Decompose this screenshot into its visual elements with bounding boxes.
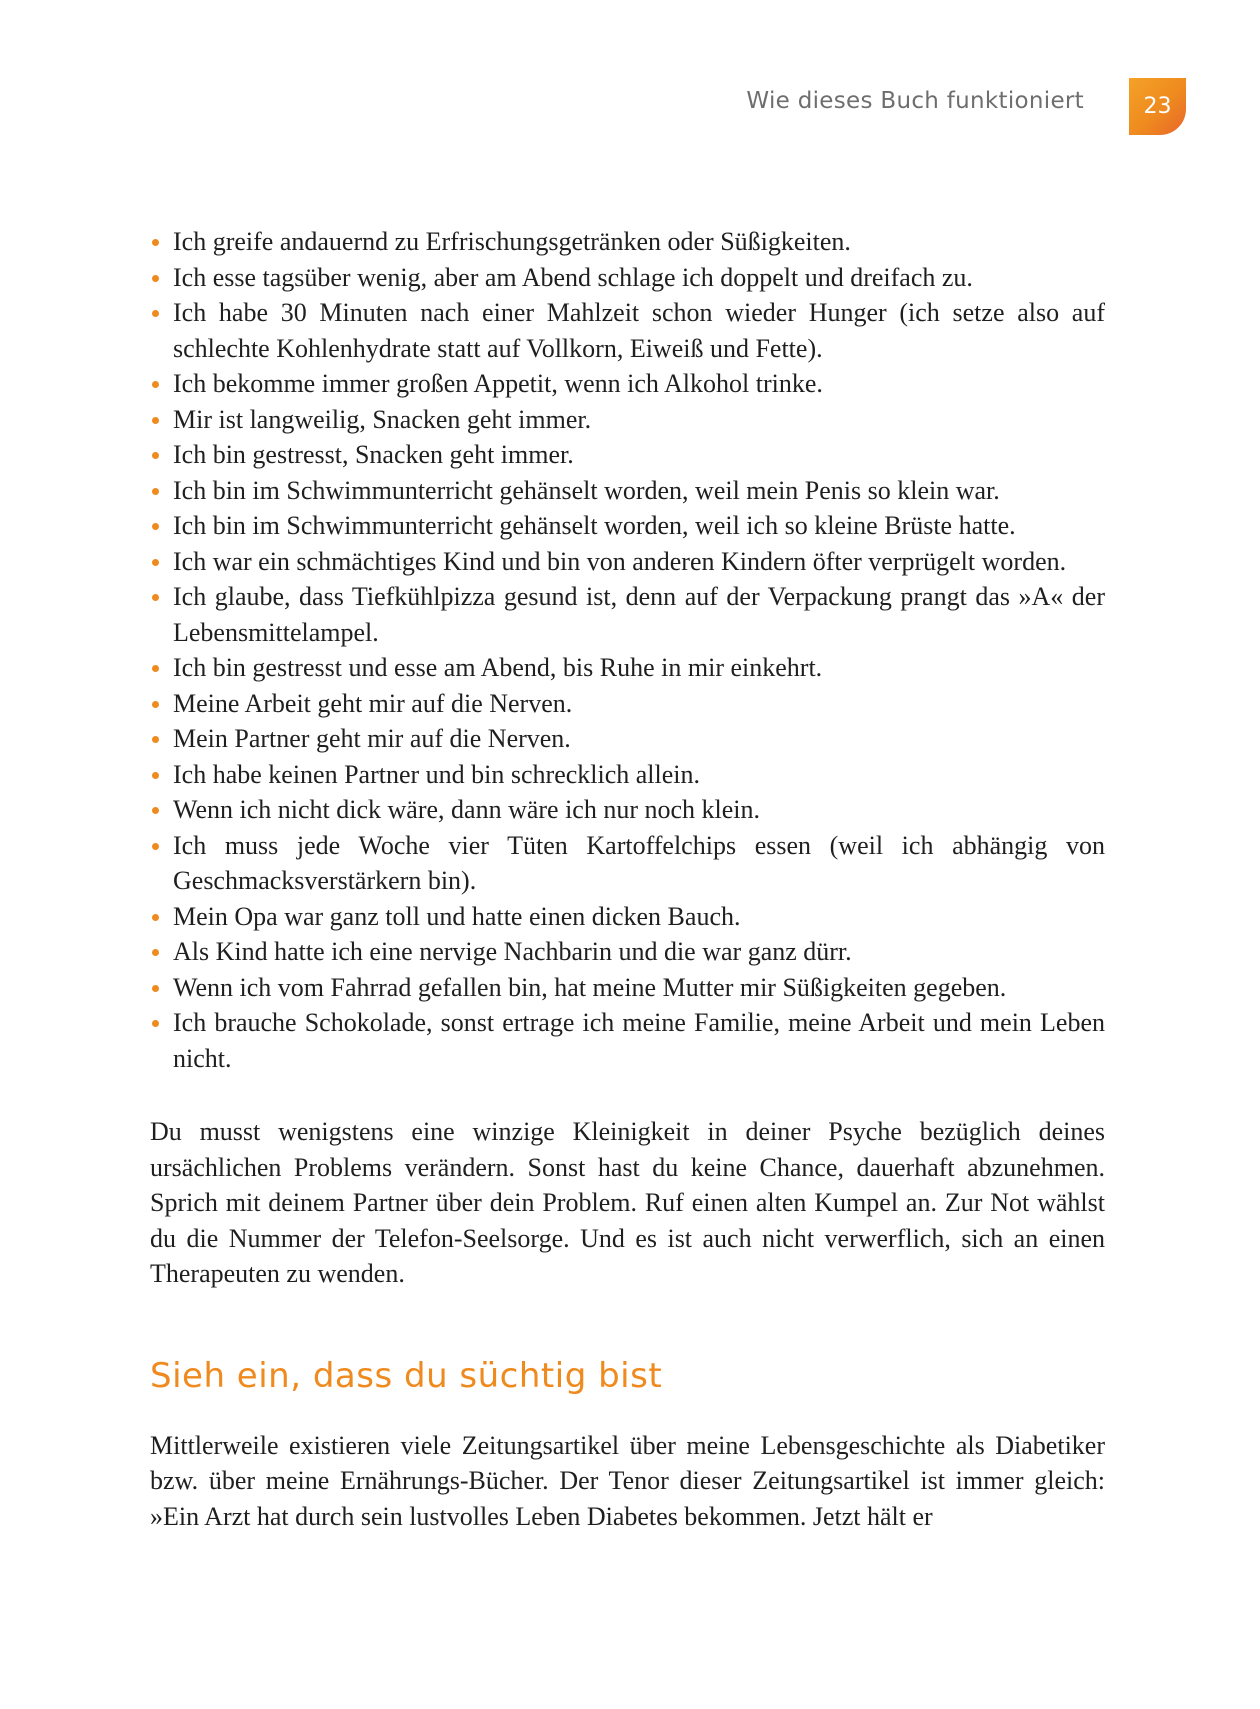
bullet-list <box>150 224 1105 1076</box>
list-item <box>150 1005 1105 1076</box>
list-item <box>150 544 1105 580</box>
bullet-icon <box>152 772 159 779</box>
list-item <box>150 437 1105 473</box>
list-item <box>150 686 1105 722</box>
bullet-icon <box>152 523 159 530</box>
bullet-icon <box>152 736 159 743</box>
bullet-icon <box>152 1020 159 1027</box>
list-item <box>150 508 1105 544</box>
bullet-icon <box>152 594 159 601</box>
list-item <box>150 224 1105 260</box>
list-item-text: Ich glaube, dass Tiefkühlpizza gesund ist, denn auf der Verpackung prangt das »A« der Lebensmittelampel. <box>173 582 1105 647</box>
list-item-text: Ich bekomme immer großen Appetit, wenn ich Alkohol trinke. <box>173 369 823 398</box>
bullet-icon <box>152 417 159 424</box>
list-item <box>150 757 1105 793</box>
bullet-icon <box>152 452 159 459</box>
list-item-text: Ich war ein schmächtiges Kind und bin von anderen Kindern öfter verprügelt worden. <box>173 546 1067 576</box>
bullet-icon <box>152 275 159 282</box>
page-number: 23 <box>1143 94 1172 119</box>
bullet-icon <box>152 381 159 388</box>
list-item-text: Mein Opa war ganz toll und hatte einen dicken Bauch. <box>173 901 741 931</box>
body-paragraph: Du musst wenigstens eine winzige Kleinigkeit in deiner Psyche bezüglich deines ursächlichen Problems verändern. Sonst hast du keine Chance, dauerhaft abzunehmen. Sprich mit deinem Partner über dein Problem. Ruf einen alten Kumpel an. Zur Not wählst du die Nummer der Telefon-Seelsorge. Und es ist auch nicht verwerflich, sich an einen Therapeuten zu wenden. <box>150 1117 1105 1288</box>
bullet-icon <box>152 701 159 708</box>
list-item <box>150 934 1105 970</box>
list-item-text: Ich muss jede Woche vier Tüten Kartoffelchips essen (weil ich abhängig von Geschmacksverstärkern bin). <box>173 830 1105 895</box>
section-heading: Sieh ein, dass du süchtig bist <box>150 1355 663 1396</box>
list-item-text: Meine Arbeit geht mir auf die Nerven. <box>173 688 573 718</box>
bullet-icon <box>152 949 159 956</box>
list-item <box>150 402 1105 438</box>
list-item-text: Ich bin im Schwimmunterricht gehänselt worden, weil mein Penis so klein war. <box>173 475 1000 505</box>
list-item-text: Wenn ich vom Fahrrad gefallen bin, hat meine Mutter mir Süßigkeiten gegeben. <box>173 972 1007 1002</box>
list-item <box>150 295 1105 366</box>
list-item <box>150 792 1105 828</box>
list-item-text: Ich bin gestresst und esse am Abend, bis Ruhe in mir einkehrt. <box>173 653 823 682</box>
bullet-icon <box>152 807 159 814</box>
list-item <box>150 970 1105 1006</box>
list-item <box>150 899 1105 935</box>
list-item-text: Als Kind hatte ich eine nervige Nachbarin und die war ganz dürr. <box>173 937 852 966</box>
list-item <box>150 828 1105 899</box>
list-item-text: Ich esse tagsüber wenig, aber am Abend schlage ich doppelt und dreifach zu. <box>173 262 973 292</box>
list-item <box>150 721 1105 757</box>
list-item <box>150 579 1105 650</box>
page-number-badge <box>1129 78 1186 135</box>
list-item-text: Wenn ich nicht dick wäre, dann wäre ich nur noch klein. <box>173 795 761 824</box>
bullet-icon <box>152 488 159 495</box>
bullet-icon <box>152 310 159 317</box>
body-paragraph: Mittlerweile existieren viele Zeitungsartikel über meine Lebensgeschichte als Diabetiker bzw. über meine Ernährungs-Bücher. Der Tenor dieser Zeitungsartikel ist immer gleich: »Ein Arzt hat durch sein lustvolles Leben Diabetes bekommen. Jetzt hält er <box>150 1430 1105 1531</box>
list-item-text: Ich greife andauernd zu Erfrischungsgetränken oder Süßigkeiten. <box>173 227 851 256</box>
bullet-icon <box>152 985 159 992</box>
bullet-icon <box>152 843 159 850</box>
list-item-text: Ich habe 30 Minuten nach einer Mahlzeit schon wieder Hunger (ich setze also auf schlechte Kohlenhydrate statt auf Vollkorn, Eiweiß und Fette). <box>173 298 1105 363</box>
bullet-icon <box>152 559 159 566</box>
list-item <box>150 366 1105 402</box>
list-item-text: Mir ist langweilig, Snacken geht immer. <box>173 404 592 434</box>
list-item-text: Ich habe keinen Partner und bin schrecklich allein. <box>173 759 701 789</box>
list-item <box>150 260 1105 296</box>
bullet-icon <box>152 914 159 921</box>
list-item-text: Ich bin im Schwimmunterricht gehänselt worden, weil ich so kleine Brüste hatte. <box>173 511 1016 540</box>
list-item-text: Mein Partner geht mir auf die Nerven. <box>173 724 571 753</box>
running-title: Wie dieses Buch funktioniert <box>746 88 1084 114</box>
bullet-icon <box>152 239 159 246</box>
list-item-text: Ich bin gestresst, Snacken geht immer. <box>173 440 574 469</box>
bullet-icon <box>152 665 159 672</box>
page-content <box>150 224 1105 1534</box>
list-item <box>150 473 1105 509</box>
list-item <box>150 650 1105 686</box>
list-item-text: Ich brauche Schokolade, sonst ertrage ich meine Familie, meine Arbeit und mein Leben nicht. <box>173 1008 1105 1073</box>
